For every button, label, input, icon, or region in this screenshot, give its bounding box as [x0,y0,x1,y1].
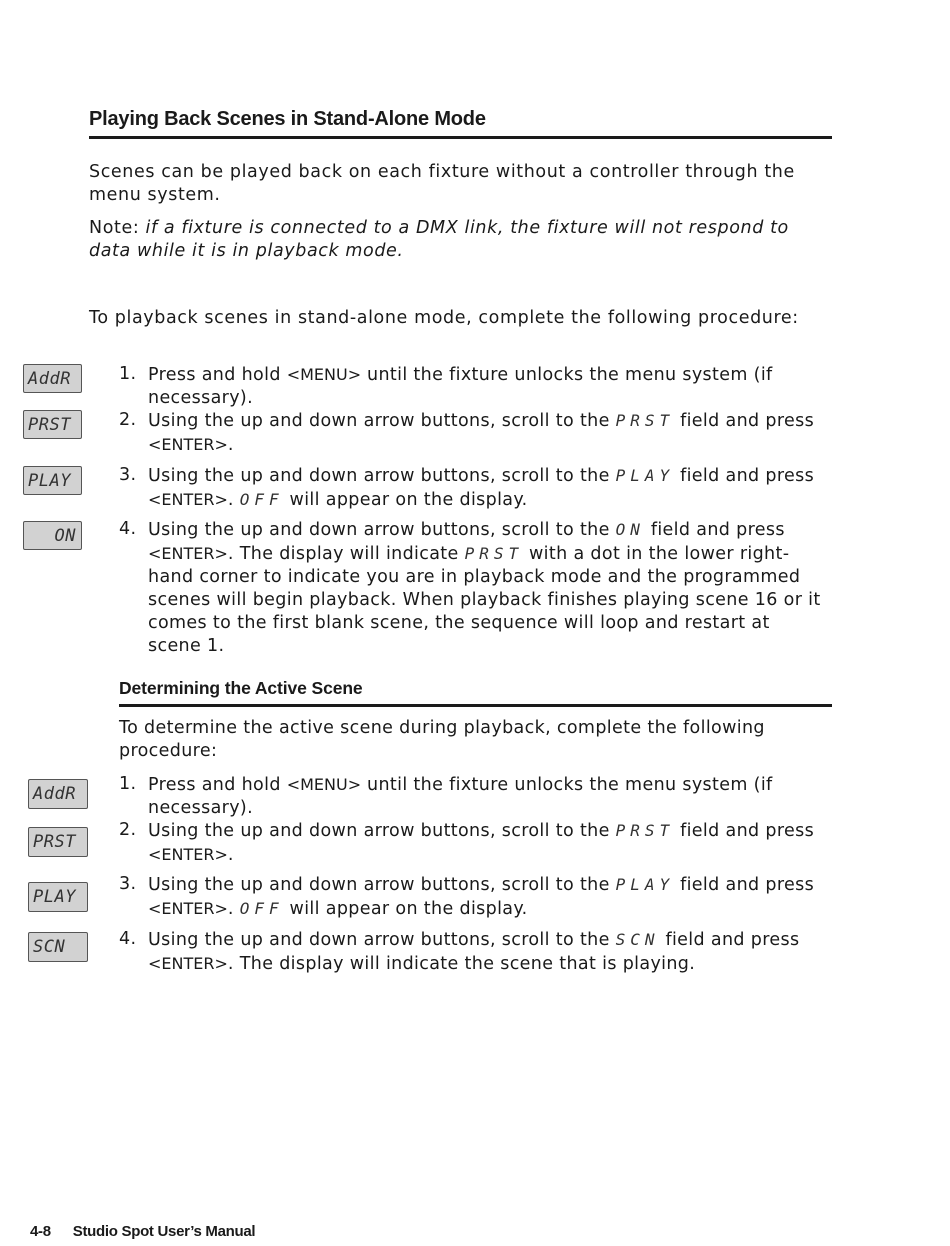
step-text: Press and hold [148,365,287,385]
step-text: Press and hold [148,775,287,795]
lcd-play-icon: PLAY [28,882,88,912]
step-b3 [119,873,831,919]
lcd-addr-icon: AddR [23,364,82,393]
step-text: Using the up and down arrow buttons, scroll to the [148,930,616,950]
procedure-intro: To playback scenes in stand-alone mode, complete the following procedure: [89,308,799,328]
step-number: 4. [119,929,137,949]
page-footer [30,1223,255,1240]
heading-rule [89,136,832,139]
step-text: until the fixture unlocks the menu system (if necessary). [148,775,773,818]
step-text: . [227,490,240,510]
lcd-play-icon: PLAY [23,466,82,495]
enter-key: <ENTER> [148,490,228,509]
step-number: 1. [119,364,137,384]
step-text: Using the up and down arrow buttons, scroll to the [148,466,616,486]
manual-title: Studio Spot User’s Manual [72,1223,256,1240]
subheading-rule [119,704,832,707]
step-b2 [119,819,831,865]
step-text: with a dot in the lower right-hand corner to indicate you are in playback mode and the programmed scenes will begin playback. When playback finishes playing scene 16 or it comes to the first blank scene, the sequence will loop and restart at scene 1. [148,544,821,656]
page-heading: Playing Back Scenes in Stand-Alone Mode [89,108,486,130]
step-text: until the fixture unlocks the menu system (if necessary). [148,365,773,408]
menu-key: <MENU> [286,365,362,384]
lcd-on-icon: ON [23,521,82,550]
step-number: 3. [119,874,137,894]
enter-key: <ENTER> [148,899,228,918]
prst-display: PRST [615,411,675,430]
step-number: 1. [119,774,137,794]
step-text: . [227,435,234,455]
step-text: field and press [644,520,785,540]
step-text: will appear on the display. [283,899,528,919]
step-text: . The display will indicate the scene that is playing. [227,954,696,974]
step-text: . [227,845,234,865]
step-number: 2. [119,410,137,430]
step-text: field and press [659,930,800,950]
subheading: Determining the Active Scene [119,678,363,698]
step-a2 [119,409,831,455]
lcd-prst-icon: PRST [28,827,88,857]
lcd-prst-icon: PRST [23,410,82,439]
play-display: PLAY [615,466,675,485]
note-text: if a fixture is connected to a DMX link, the fixture will not respond to data while it is in playback mode. [89,218,789,261]
enter-key: <ENTER> [148,954,228,973]
step-text: Using the up and down arrow buttons, scroll to the [148,520,616,540]
enter-key: <ENTER> [148,435,228,454]
step-number: 3. [119,465,137,485]
note-paragraph [89,217,829,263]
off-display: OFF [239,490,284,509]
step-text: field and press [674,466,815,486]
step-number: 4. [119,519,137,539]
step-a3 [119,464,831,510]
menu-key: <MENU> [286,775,362,794]
play-display: PLAY [615,875,675,894]
sub-intro: To determine the active scene during playback, complete the following procedure: [119,718,765,761]
lcd-scn-icon: SCN [28,932,88,962]
step-number: 2. [119,820,137,840]
step-text: . [227,899,240,919]
step-text: field and press [674,875,815,895]
on-display: ON [615,520,645,539]
step-text: field and press [674,411,815,431]
lcd-addr-icon: AddR [28,779,88,809]
step-b4 [119,928,831,974]
intro-paragraph: Scenes can be played back on each fixture without a controller through the menu system. [89,162,795,205]
prst-display: PRST [615,821,675,840]
prst-display: PRST [464,544,524,563]
step-a1 [119,363,831,409]
off-display: OFF [239,899,284,918]
enter-key: <ENTER> [148,544,228,563]
enter-key: <ENTER> [148,845,228,864]
scn-display: SCN [615,930,660,949]
note-label: Note: [89,218,146,238]
step-text: Using the up and down arrow buttons, scroll to the [148,875,616,895]
step-text: will appear on the display. [283,490,528,510]
step-text: . The display will indicate [227,544,465,564]
step-a4 [119,518,831,658]
step-text: Using the up and down arrow buttons, scroll to the [148,411,616,431]
step-b1 [119,773,831,819]
page-number: 4-8 [30,1223,51,1240]
step-text: field and press [674,821,815,841]
step-text: Using the up and down arrow buttons, scroll to the [148,821,616,841]
